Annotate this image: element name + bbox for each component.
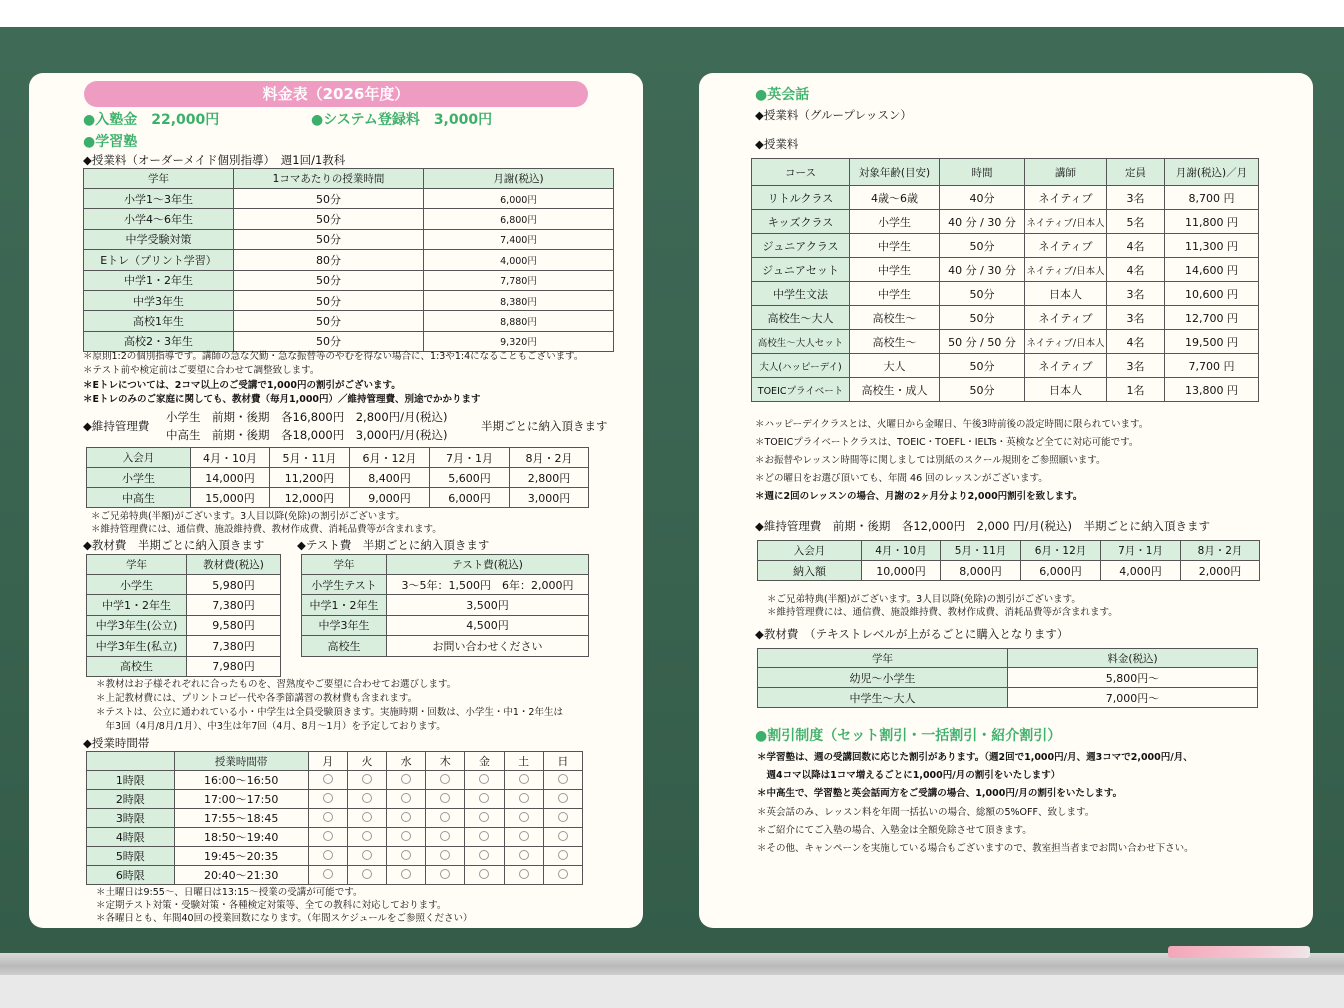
table-row: 中学3年生 50分 8,380円 [84, 290, 614, 310]
schedule-table: 授業時間帯 月 火 水 木 金 土 日 1時限 16:00～16:50 2時限 17:00～17:50 3時限 17:55～18:45 4時限 18:50～19:40 5時限 19:45～20:35 6時限 20:40～21:30 [86, 751, 583, 885]
admission-fee: ●入塾金 22,000円 [83, 112, 220, 128]
material-note: ＊上記教材費には、プリントコピー代や各季節講習の教材費も含まれます。 [96, 693, 418, 704]
available-mark [323, 793, 333, 803]
table-row: 中学3年生(私立) 7,380円 [87, 636, 281, 656]
available-mark [323, 869, 333, 879]
course-note: ＊ハッピーデイクラスとは、火曜日から金曜日、午後3時前後の設定時間に限られています。 [755, 419, 1149, 430]
table-row: 小学生 5,980円 [87, 575, 281, 595]
available-mark [362, 831, 372, 841]
table-row: 6時限 20:40～21:30 [87, 866, 583, 885]
table-row: キッズクラス 小学生 40 分 / 30 分 ネイティブ/日本人 5名 11,800 円 [752, 210, 1259, 234]
available-mark [362, 774, 372, 784]
material-note: 年3回（4月/8月/1月）、中3生は年7回（4月、8月～1月）を予定しております。 [96, 721, 446, 732]
table-row: ジュニアクラス 中学生 50分 ネイティブ 4名 11,300 円 [752, 234, 1259, 258]
table-row: 中学生～大人 7,000円～ [758, 688, 1258, 708]
table-row: 中高生 15,000円 12,000円 9,000円 6,000円 3,000円 [87, 488, 589, 508]
available-mark [401, 850, 411, 860]
col-header: 1コマあたりの授業時間 [234, 169, 424, 189]
table-row: 4時限 18:50～19:40 [87, 828, 583, 847]
english-sub1: ◆授業料（グループレッスン） [755, 108, 912, 122]
table-row: 5時限 19:45～20:35 [87, 847, 583, 866]
maint-table: 入会月 4月・10月 5月・11月 6月・12月 7月・1月 8月・2月 納入額 10,000円 8,000円 6,000円 4,000円 2,000円 [757, 540, 1260, 581]
maint-note: ＊ご兄弟特典(半額)がございます。3人目以降(免除)の割引がございます。 [767, 594, 1081, 605]
table-row: 2時限 17:00～17:50 [87, 790, 583, 809]
available-mark [323, 774, 333, 784]
available-mark [440, 869, 450, 879]
available-mark [362, 812, 372, 822]
table-row: 大人(ハッピーデイ) 大人 50分 ネイティブ 3名 7,700 円 [752, 354, 1259, 378]
discount-note: ＊その他、キャンペーンを実施している場合もございますので、教室担当者までお問い合わせ下さい。 [757, 843, 1194, 854]
available-mark [440, 812, 450, 822]
available-mark [323, 812, 333, 822]
tuition-heading: ◆授業料（オーダーメイド個別指導） 週1回/1教科 [83, 153, 346, 167]
table-row: 中学生文法 中学生 50分 日本人 3名 10,600 円 [752, 282, 1259, 306]
available-mark [440, 850, 450, 860]
available-mark [519, 850, 529, 860]
maint-table: 入会月 4月・10月 5月・11月 6月・12月 7月・1月 8月・2月 小学生 14,000円 11,200円 8,400円 5,600円 2,800円 中高生 15,000円 12,000円 9,000円 6,000円 3,000円 [86, 447, 589, 508]
maint-line-secondary: 中高生 前期・後期 各18,000円 3,000円/月(税込) [166, 428, 448, 442]
table-row: ジュニアセット 中学生 40 分 / 30 分 ネイティブ/日本人 4名 14,600 円 [752, 258, 1259, 282]
table-row: 中学受験対策 50分 7,400円 [84, 229, 614, 249]
table-row: 高校1年生 50分 8,880円 [84, 311, 614, 331]
course-note: ＊TOEICプライベートクラスは、TOEIC・TOEFL・IELTs・英検など全てに対応可能です。 [755, 437, 1139, 448]
floor-strip [0, 975, 1344, 1008]
price-table-banner: 料金表（2026年度） [84, 81, 588, 107]
table-row: 高校生～大人セット 高校生～ 50 分 / 50 分 ネイティブ/日本人 4名 19,500 円 [752, 330, 1259, 354]
material-note: ＊教材はお子様それぞれに合ったものを、習熟度やご要望に合わせてお選びします。 [96, 679, 457, 690]
available-mark [362, 850, 372, 860]
table-row: 高校生 お問い合わせください [302, 636, 589, 656]
maint-line-elementary: 小学生 前期・後期 各16,800円 2,800円/月(税込) [166, 410, 448, 424]
available-mark [558, 774, 568, 784]
course-bold-note: ＊週に2回のレッスンの場合、月謝の2ヶ月分より2,000円割引を致します。 [755, 491, 1083, 502]
available-mark [401, 774, 411, 784]
table-row: 小学1～3年生 50分 6,000円 [84, 189, 614, 209]
table-row: 中学1・2年生 50分 7,780円 [84, 270, 614, 290]
maint-payment-note: 半期ごとに納入頂きます [481, 419, 608, 433]
available-mark [479, 793, 489, 803]
table-row: 中学3年生(公立) 9,580円 [87, 615, 281, 635]
discount-bold-note: ＊中高生で、学習塾と英会話両方をご受講の場合、1,000円/月の割引をいたします。 [757, 788, 1123, 799]
available-mark [519, 793, 529, 803]
discount-title: ●割引制度（セット割引・一括割引・紹介割引） [755, 728, 1062, 744]
available-mark [401, 869, 411, 879]
available-mark [519, 831, 529, 841]
table-row: 納入額 10,000円 8,000円 6,000円 4,000円 2,000円 [758, 561, 1260, 581]
table-row: 3時限 17:55～18:45 [87, 809, 583, 828]
available-mark [440, 793, 450, 803]
discount-note: ＊英会話のみ、レッスン料を年間一括払いの場合、総額の5%OFF、致します。 [757, 807, 1095, 818]
schedule-heading: ◆授業時間帯 [83, 736, 150, 750]
table-row: 小学生 14,000円 11,200円 8,400円 5,600円 2,800円 [87, 468, 589, 488]
maint-note: ＊ご兄弟特典(半額)がございます。3人目以降(免除)の割引がございます。 [91, 511, 405, 522]
right-page [699, 73, 1313, 928]
available-mark [479, 850, 489, 860]
available-mark [362, 869, 372, 879]
available-mark [440, 831, 450, 841]
chalk-piece [1168, 946, 1310, 958]
table-row: TOEICプライベート 高校生・成人 50分 日本人 1名 13,800 円 [752, 378, 1259, 402]
maint-label: ◆維持管理費 [83, 419, 150, 433]
col-header: 学年 [84, 169, 234, 189]
table-row: 小学4～6年生 50分 6,800円 [84, 209, 614, 229]
table-row: Eトレ（プリント学習） 80分 4,000円 [84, 250, 614, 270]
table-row: リトルクラス 4歳～6歳 40分 ネイティブ 3名 8,700 円 [752, 186, 1259, 210]
table-row: 高校生 7,980円 [87, 656, 281, 676]
available-mark [401, 812, 411, 822]
left-page [29, 73, 643, 928]
material-table: 学年 料金(税込) 幼児～小学生 5,800円～ 中学生～大人 7,000円～ [757, 648, 1258, 708]
discount-bold-note: 週4コマ以降は1コマ増えるごとに1,000円/月の割引をいたします） [757, 770, 1061, 781]
available-mark [558, 869, 568, 879]
maint-heading: ◆維持管理費 前期・後期 各12,000円 2,000 円/月(税込) 半期ごとに納入頂きます [755, 519, 1211, 533]
test-heading: ◆テスト費 半期ごとに納入頂きます [297, 538, 490, 552]
available-mark [558, 831, 568, 841]
available-mark [323, 850, 333, 860]
available-mark [440, 774, 450, 784]
available-mark [558, 850, 568, 860]
maint-note: ＊維持管理費には、通信費、施設維持費、教材作成費、消耗品費等が含まれます。 [767, 607, 1118, 618]
available-mark [519, 812, 529, 822]
available-mark [401, 831, 411, 841]
discount-note: ＊ご紹介にてご入塾の場合、入塾金は全額免除させて頂きます。 [757, 825, 1032, 836]
discount-bold-note: ＊学習塾は、週の受講回数に応じた割引があります。（週2回で1,000円/月、週3コマで2,000円/月、 [757, 752, 1193, 763]
material-table: 学年 教材費(税込) 小学生 5,980円 中学1・2年生 7,380円 中学3年生(公立) 9,580円 中学3年生(私立) 7,380円 高校生 7,980円 [86, 554, 281, 677]
test-table: 学年 テスト費(税込) 小学生テスト 3～5年：1,500円 6年：2,000円 中学1・2年生 3,500円 中学3年生 4,500円 高校生 お問い合わせください [301, 554, 589, 657]
material-heading: ◆教材費 （テキストレベルが上がるごとに購入となります） [755, 627, 1069, 641]
available-mark [558, 812, 568, 822]
tuition-note: ＊テスト前や検定前はご要望に合わせて調整致します。 [83, 365, 320, 376]
available-mark [479, 831, 489, 841]
juku-title: ●学習塾 [83, 134, 138, 150]
table-row: 中学1・2年生 3,500円 [302, 595, 589, 615]
maint-note: ＊維持管理費には、通信費、施設維持費、教材作成費、消耗品費等が含まれます。 [91, 524, 442, 535]
tuition-bold-note: ＊Eトレのみのご家庭に関しても、教材費（毎月1,000円）／維持管理費、別途でかかります [83, 394, 481, 405]
available-mark [401, 793, 411, 803]
available-mark [362, 793, 372, 803]
tuition-note: ＊原則1:2の個別指導です。講師の急な欠勤・急な振替等のやむを得ない場合に、1:3や1:4になることもございます。 [83, 351, 584, 362]
schedule-note: ＊土曜日は9:55～、日曜日は13:15～授業の受講が可能です。 [96, 887, 363, 898]
schedule-note: ＊定期テスト対策・受験対策・各種検定対策等、全ての教科に対応しております。 [96, 900, 447, 911]
english-sub2: ◆授業料 [755, 137, 799, 151]
available-mark [479, 812, 489, 822]
schedule-note: ＊各曜日とも、年間40回の授業回数になります。（年間スケジュールをご参照ください） [96, 913, 473, 924]
course-note: ＊お振替やレッスン時間等に関しましては別紙のスクール規則をご参照願います。 [755, 455, 1106, 466]
table-row: 中学3年生 4,500円 [302, 615, 589, 635]
course-note: ＊どの曜日をお選び頂いても、年間 46 回のレッスンがございます。 [755, 473, 1048, 484]
table-row: 幼児～小学生 5,800円～ [758, 668, 1258, 688]
material-heading: ◆教材費 半期ごとに納入頂きます [83, 538, 265, 552]
available-mark [519, 869, 529, 879]
system-fee: ●システム登録料 3,000円 [311, 112, 493, 128]
available-mark [479, 869, 489, 879]
table-row: 高校生～大人 高校生～ 50分 ネイティブ 3名 12,700 円 [752, 306, 1259, 330]
tuition-bold-note: ＊Eトレについては、2コマ以上のご受講で1,000円の割引がございます。 [83, 380, 401, 391]
available-mark [323, 831, 333, 841]
material-note: ＊テストは、公立に通われている小・中学生は全員受験頂きます。実施時期・回数は、小学生・中1・2年生は [96, 707, 563, 718]
table-row: 1時限 16:00～16:50 [87, 771, 583, 790]
available-mark [479, 774, 489, 784]
course-table: コース 対象年齢(目安) 時間 講師 定員 月謝(税込)／月 リトルクラス 4歳～6歳 40分 ネイティブ 3名 8,700 円 キッズクラス 小学生 40 分 / 30 分 ネイティブ/日本人 5名 11,800 円 ジュニアクラス 中学生 50分 ネイティブ 4名 11,300 円 ジュニアセット 中学生 40 分 / 30 分 ネイティブ/日本人 4名 14,600 円 中学生文法 中学生 50分 日本人 3名 10,600 円 高校生～大人 高校生～ 50分 ネイティブ 3名 12,700 円 高校生～大人セット 高校生～ 50 分 / 50 分 ネイティブ/日本人 4名 19,500 円 大人(ハッピーデイ) 大人 50分 ネイティブ 3名 7,700 円 TOEICプライベート 高校生・成人 50分 日本人 1名 13,800 円 [751, 158, 1259, 402]
chalk-tray [0, 953, 1344, 975]
english-title: ●英会話 [755, 87, 810, 103]
table-row: 小学生テスト 3～5年：1,500円 6年：2,000円 [302, 575, 589, 595]
available-mark [519, 774, 529, 784]
available-mark [558, 793, 568, 803]
table-row: 高校2・3年生 50分 9,320円 [84, 331, 614, 351]
col-header: 月謝(税込) [424, 169, 614, 189]
tuition-table [83, 168, 614, 352]
table-row: 中学1・2年生 7,380円 [87, 595, 281, 615]
